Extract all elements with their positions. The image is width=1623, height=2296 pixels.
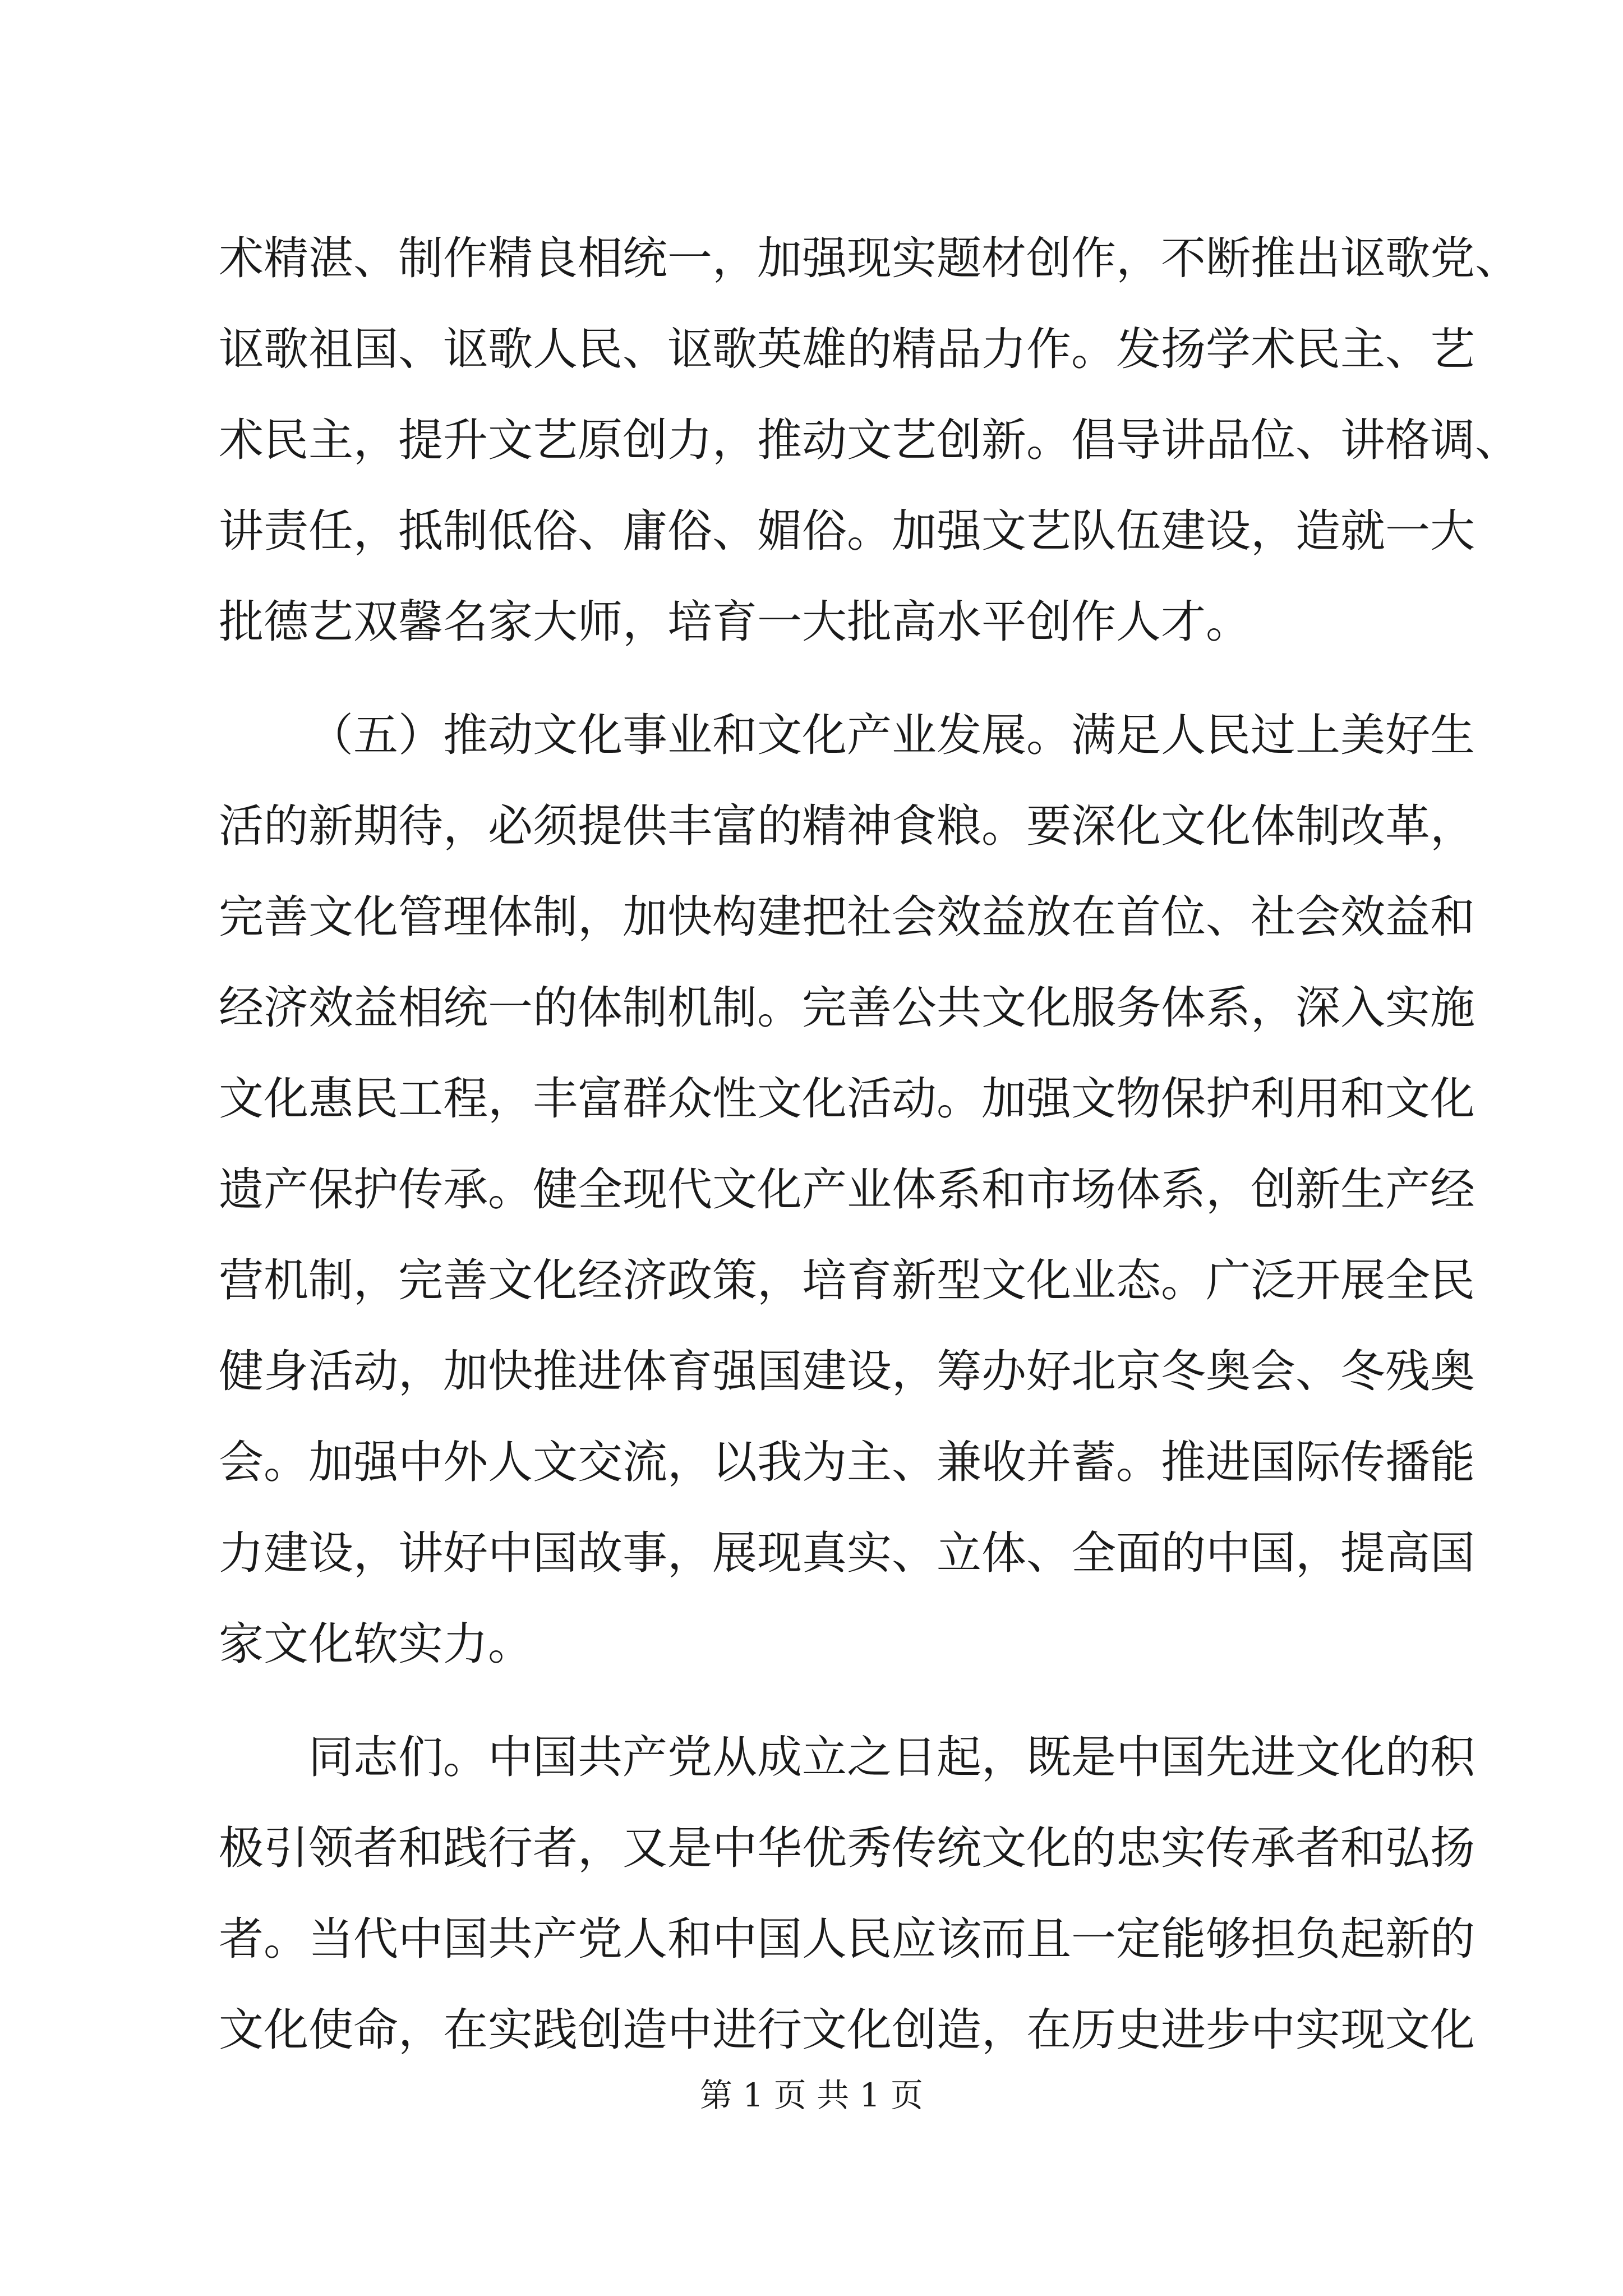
text-line: 力建设，讲好中国故事，展现真实、立体、全面的中国，提高国 — [219, 1527, 1475, 1579]
page-footer: 第 1 页 共 1 页 — [700, 2076, 923, 2114]
text-line: 遗产保护传承。健全现代文化产业体系和市场体系，创新生产经 — [219, 1163, 1475, 1216]
paragraph-gap — [219, 1690, 1424, 1712]
text-line: 者。当代中国共产党人和中国人民应该而且一定能够担负起新的 — [219, 1913, 1475, 1965]
text-line: 经济效益相统一的体制机制。完善公共文化服务体系，深入实施 — [219, 982, 1475, 1034]
text-line: 营机制，完善文化经济政策，培育新型文化业态。广泛开展全民 — [219, 1254, 1475, 1306]
text-line: 批德艺双馨名家大师，培育一大批高水平创作人才。 — [219, 596, 1251, 648]
paragraph-1 — [219, 213, 1520, 668]
text-line: 讲责任，抵制低俗、庸俗、媚俗。加强文艺队伍建设，造就一大 — [219, 505, 1475, 557]
text-line: 活的新期待，必须提供丰富的精神食粮。要深化文化体制改革， — [219, 800, 1475, 852]
paragraph-gap — [219, 668, 1424, 690]
text-line: 文化惠民工程，丰富群众性文化活动。加强文物保护利用和文化 — [219, 1073, 1475, 1125]
text-line: 术精湛、制作精良相统一，加强现实题材创作，不断推出讴歌党、 — [219, 232, 1520, 284]
text-line: 术民主，提升文艺原创力，推动文艺创新。倡导讲品位、讲格调、 — [219, 414, 1520, 466]
text-line: 健身活动，加快推进体育强国建设，筹办好北京冬奥会、冬残奥 — [219, 1345, 1475, 1397]
paragraph-3 — [219, 1712, 1475, 2076]
text-line: 文化使命，在实践创造中进行文化创造，在历史进步中实现文化 — [219, 2004, 1475, 2056]
text-line: 家文化软实力。 — [219, 1618, 533, 1670]
text-line: 极引领者和践行者，又是中华优秀传统文化的忠实传承者和弘扬 — [219, 1822, 1475, 1874]
document-body — [219, 213, 1520, 2076]
text-line: 讴歌祖国、讴歌人民、讴歌英雄的精品力作。发扬学术民主、艺 — [219, 323, 1475, 375]
text-line: 同志们。中国共产党从成立之日起，既是中国先进文化的积 — [308, 1731, 1475, 1783]
text-line: 完善文化管理体制，加快构建把社会效益放在首位、社会效益和 — [219, 891, 1475, 943]
paragraph-2 — [219, 690, 1475, 1690]
text-line: 会。加强中外人文交流，以我为主、兼收并蓄。推进国际传播能 — [219, 1436, 1475, 1488]
text-line: （五）推动文化事业和文化产业发展。满足人民过上美好生 — [308, 709, 1475, 761]
